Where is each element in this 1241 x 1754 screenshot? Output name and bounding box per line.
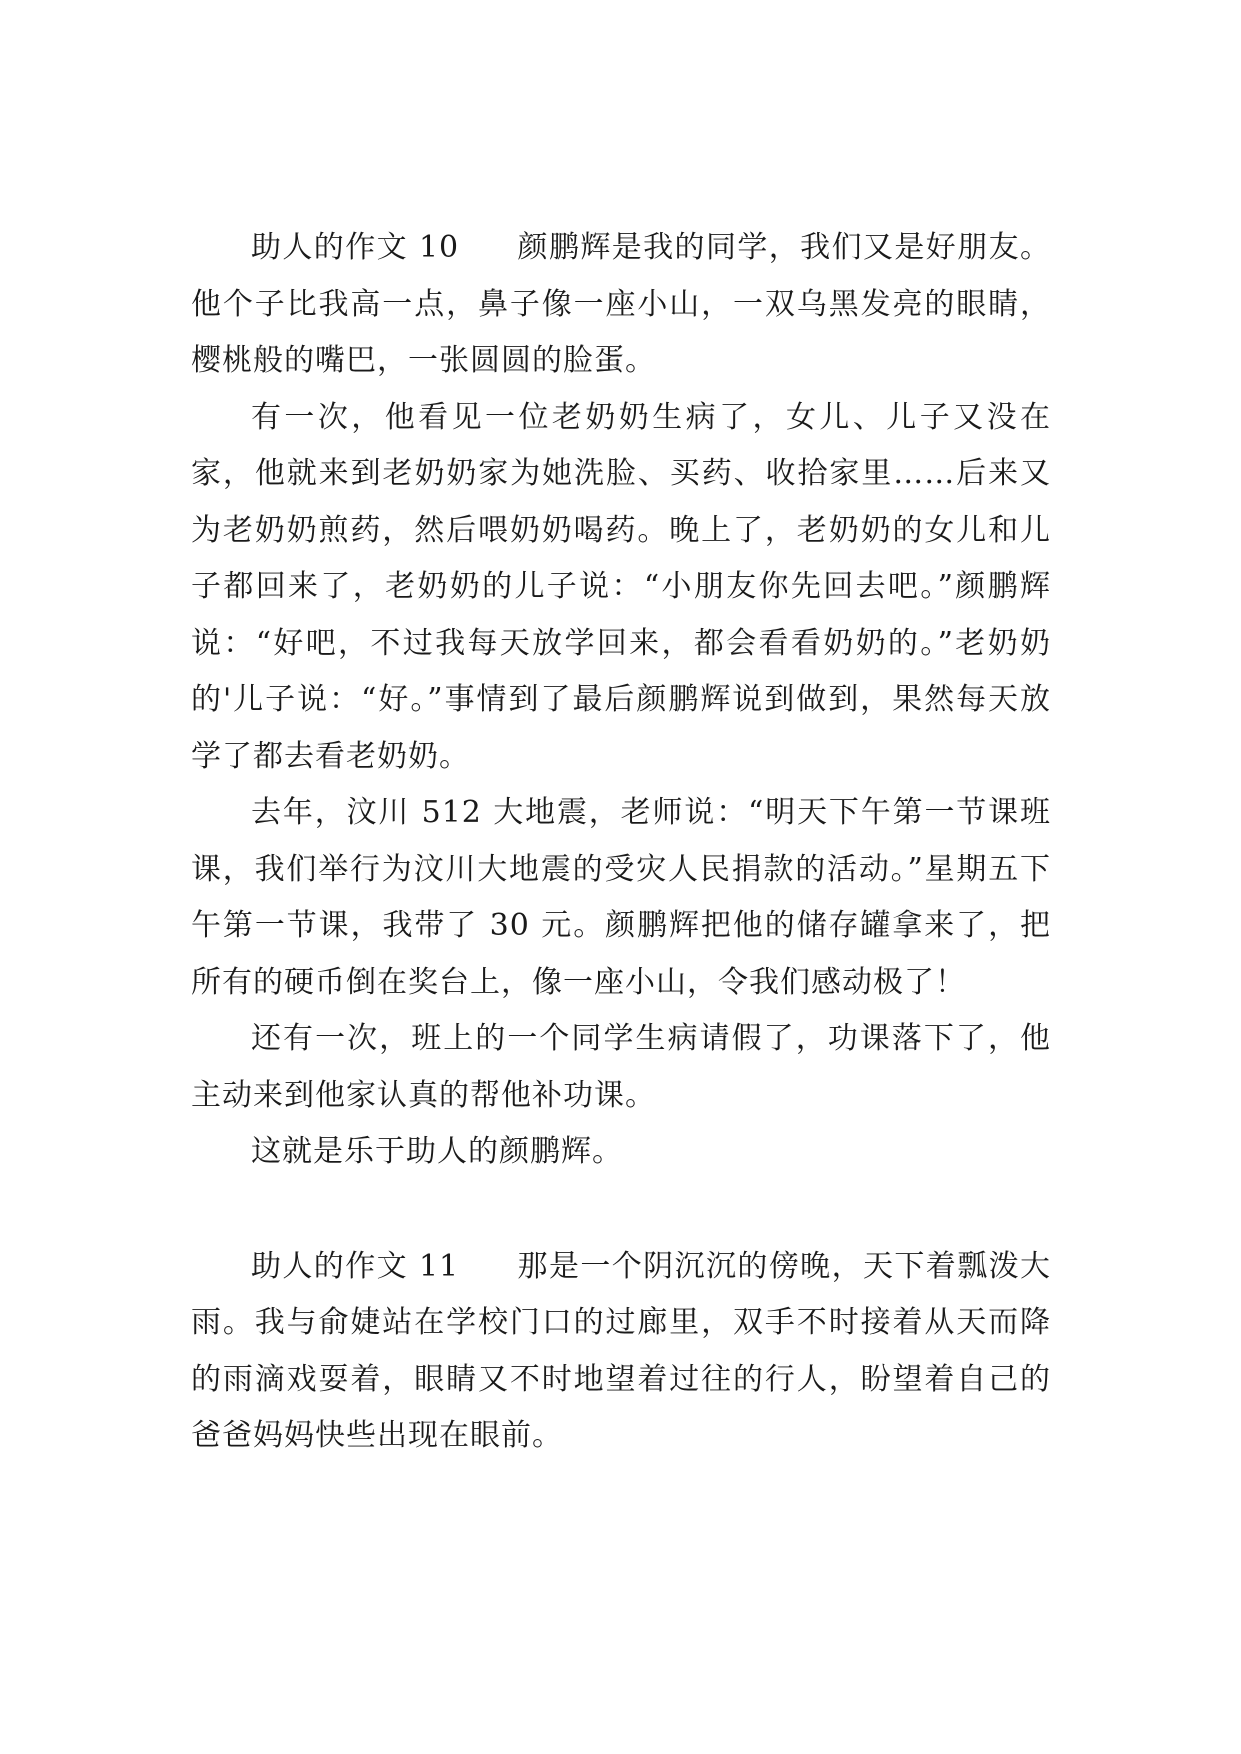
essay-10-paragraph-3: 去年，汶川 512 大地震，老师说：“明天下午第一节课班课，我们举行为汶川大地震的受灾人民捐款的活动。”星期五下午第一节课，我带了 30 元。颜鹏辉把他的储存罐拿来了，把所有的硬币倒在奖台上，像一座小山，令我们感动极了！ [191,795,1051,1000]
document-body [191,220,1051,1465]
essay-10-paragraph-5: 这就是乐于助人的颜鹏辉。 [251,1134,623,1169]
essay-separator [191,1181,1051,1239]
essay-10-heading: 助人的作文 10 [251,230,460,265]
essay-10-paragraph-1 [191,220,1051,390]
essay-10-paragraph-4: 还有一次，班上的一个同学生病请假了，功课落下了，他主动来到他家认真的帮他补功课。 [191,1021,1051,1113]
essay-11-paragraph-1 [191,1239,1051,1465]
essay-11-text-1: 那是一个阴沉沉的傍晚，天下着瓢泼大雨。我与俞婕站在学校门口的过廊里，双手不时接着从天而降的雨滴戏耍着，眼睛又不时地望着过往的行人，盼望着自己的爸爸妈妈快些出现在眼前。 [191,1248,1052,1453]
essay-10-text-1: 颜鹏辉是我的同学，我们又是好朋友。他个子比我高一点，鼻子像一座小山，一双乌黑发亮的眼睛，樱桃般的嘴巴，一张圆圆的脸蛋。 [191,230,1052,378]
essay-10-paragraph-2: 有一次，他看见一位老奶奶生病了，女儿、儿子又没在家，他就来到老奶奶家为她洗脸、买药、收拾家里……后来又为老奶奶煎药，然后喂奶奶喝药。晚上了，老奶奶的女儿和儿子都回来了，老奶奶的儿子说：“小朋友你先回去吧。”颜鹏辉说：“好吧，不过我每天放学回来，都会看看奶奶的。”老奶奶的'儿子说：“好。”事情到了最后颜鹏辉说到做到，果然每天放学了都去看老奶奶。 [191,399,1051,774]
essay-11-heading: 助人的作文 11 [251,1248,460,1284]
